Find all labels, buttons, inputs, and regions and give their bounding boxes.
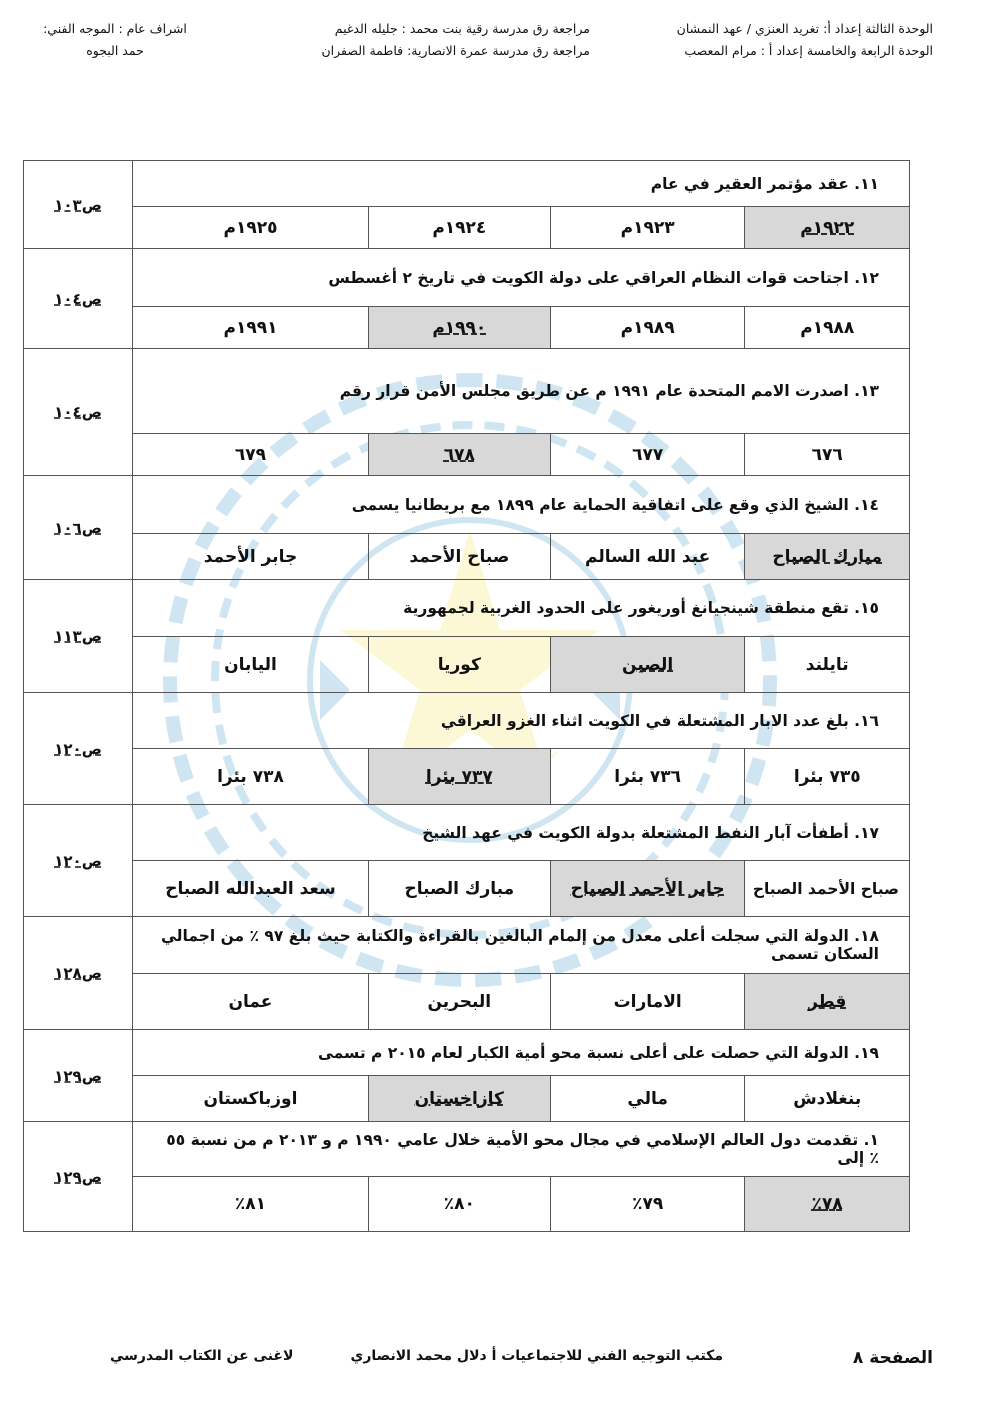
option: [745, 434, 910, 476]
page-reference: [24, 476, 133, 580]
option-label: ٦٧٧: [632, 444, 664, 465]
option-label: كوريا: [437, 654, 481, 675]
option: [550, 974, 745, 1030]
option-label: اليابان: [224, 654, 277, 675]
option-label: مالي: [627, 1088, 668, 1109]
header-supervision: [20, 18, 210, 62]
option-label: ١٩٨٩م: [620, 317, 675, 338]
option-label: ٧٩٪: [632, 1194, 664, 1214]
question-row: [24, 917, 910, 974]
option-label: جابر الأحمد الصباح: [570, 878, 725, 899]
questions-table: [23, 160, 910, 1232]
page-reference: [24, 349, 133, 476]
question-text: ١٢. اجتاحت قوات النظام العراقي على دولة الكويت في تاريخ ٢ أغسطس: [133, 249, 910, 307]
option: [368, 534, 550, 580]
question-text: ١٨. الدولة التي سجلت أعلى معدل من إلمام البالغين بالقراءة والكتابة حيث بلغ ٩٧ ٪ من اجمالي السكان تسمى: [133, 917, 910, 974]
options-row: [24, 534, 910, 580]
option: [368, 1177, 550, 1232]
option-label: بنغلادش: [793, 1088, 862, 1109]
option-label: جابر الأحمد: [203, 546, 298, 567]
option: [368, 207, 550, 249]
option-correct: [745, 534, 910, 580]
header-line: مراجعة رق مدرسة عمرة الانصارية: فاطمة الصفران: [321, 43, 590, 58]
options-row: [24, 974, 910, 1030]
question-row: [24, 693, 910, 749]
option-label: ١٩٢٤م: [432, 217, 487, 238]
question-row: [24, 249, 910, 307]
option: [745, 307, 910, 349]
page-reference-label: ص١٢٩: [54, 1167, 102, 1186]
header-line: الوحدة الثالثة إعداد أ: تغريد العنزي / عهد النمشان: [676, 21, 933, 36]
header-reviewers: [321, 18, 590, 62]
question-row: [24, 476, 910, 534]
option-label: مبارك الصباح: [404, 878, 515, 899]
page-reference: [24, 693, 133, 805]
option: [133, 637, 369, 693]
option: [550, 307, 745, 349]
page-reference: [24, 249, 133, 349]
option-label: الصين: [622, 654, 674, 675]
header-line: الوحدة الرابعة والخامسة إعداد أ : مرام المعصب: [684, 43, 933, 58]
question-text: ١٧. أطفأت آبار النفط المشتعلة بدولة الكويت في عهد الشيخ: [133, 805, 910, 861]
option: [550, 1177, 745, 1232]
page-reference-label: ص١٠٦: [54, 518, 102, 537]
option-label: كازاخستان: [414, 1088, 504, 1109]
option: [133, 749, 369, 805]
page-reference-label: ص١٠٣: [54, 195, 102, 214]
option: [745, 1076, 910, 1122]
header-preparers: [677, 18, 933, 62]
option-label: ٨١٪: [234, 1194, 267, 1214]
page-reference: [24, 161, 133, 249]
option: [550, 749, 745, 805]
header-line: مراجعة رق مدرسة رقية بنت محمد : جليله الدغيم: [334, 21, 590, 36]
option-label: عبد الله السالم: [585, 546, 711, 567]
option-correct: [368, 307, 550, 349]
question-row: [24, 1122, 910, 1177]
option: [133, 207, 369, 249]
page-reference-label: ص١٠٤: [54, 289, 102, 308]
option: [133, 534, 369, 580]
option-correct: [550, 861, 745, 917]
question-row: [24, 580, 910, 637]
options-row: [24, 861, 910, 917]
question-text: ١٣. اصدرت الامم المتحدة عام ١٩٩١ م عن طريق مجلس الأمن قرار رقم: [133, 349, 910, 434]
option: [550, 1076, 745, 1122]
page-reference: [24, 1122, 133, 1232]
office-credit: مكتب التوجيه الفني للاجتماعيات أ دلال محمد الانصاري: [350, 1348, 723, 1364]
option-label: ١٩٢٥م: [223, 217, 278, 238]
option: [133, 434, 369, 476]
options-row: [24, 1177, 910, 1232]
option-label: ٧٨٪: [811, 1194, 843, 1214]
page-reference-label: ص١٠٤: [54, 403, 102, 421]
option-label: ٦٧٨: [443, 444, 475, 465]
textbook-note: لاغنى عن الكتاب المدرسي: [110, 1348, 294, 1364]
option-label: ١٩٨٨م: [800, 317, 855, 338]
option-label: ٦٧٦: [811, 444, 843, 465]
option-label: ٨٠٪: [443, 1194, 475, 1214]
page-reference-label: ص١٢٩: [54, 1066, 102, 1085]
option-label: ١٩٩٠م: [432, 317, 487, 338]
option-correct: [368, 749, 550, 805]
option-correct: [745, 207, 910, 249]
option-label: البحرين: [427, 991, 492, 1012]
option-label: الامارات: [613, 991, 682, 1012]
question-text: ١. تقدمت دول العالم الإسلامي في مجال محو الأمية خلال عامي ١٩٩٠ م و ٢٠١٣ م من نسبة ٥٥ ٪ إلى: [133, 1122, 910, 1177]
options-row: [24, 434, 910, 476]
options-row: [24, 1076, 910, 1122]
options-row: [24, 637, 910, 693]
page-reference: [24, 580, 133, 693]
question-text: ١٤. الشيخ الذي وقع على اتفاقية الحماية عام ١٨٩٩ مع بريطانيا يسمى: [133, 476, 910, 534]
options-row: [24, 307, 910, 349]
option: [133, 307, 369, 349]
page-reference: [24, 917, 133, 1030]
option-label: اوزباكستان: [203, 1088, 298, 1109]
option-label: قطر: [808, 991, 847, 1012]
option-correct: [550, 637, 745, 693]
page-reference-label: ص١٢٠: [54, 851, 102, 870]
option-label: صباح الأحمد الصباح: [752, 879, 899, 898]
option: [133, 1076, 369, 1122]
option: [133, 861, 369, 917]
option: [550, 434, 745, 476]
option-label: ٦٧٩: [234, 444, 267, 465]
page-reference-label: ص١٢٠: [54, 739, 102, 758]
option-label: سعد العبدالله الصباح: [165, 878, 336, 899]
option-label: ٧٣٥ بئرا: [793, 766, 861, 787]
option-correct: [745, 974, 910, 1030]
options-row: [24, 207, 910, 249]
option-label: صباح الأحمد: [409, 546, 510, 567]
option-correct: [368, 434, 550, 476]
option-label: ١٩٢٢م: [800, 217, 855, 238]
page-reference-label: ص١١٣: [54, 627, 102, 645]
option: [368, 637, 550, 693]
option-label: تايلند: [805, 654, 849, 675]
option-correct: [745, 1177, 910, 1232]
option: [133, 1177, 369, 1232]
option: [368, 974, 550, 1030]
page-reference: [24, 805, 133, 917]
option-label: ٧٣٦ بئرا: [614, 766, 682, 787]
question-text: ١٩. الدولة التي حصلت على أعلى نسبة محو أمية الكبار لعام ٢٠١٥ م تسمى: [133, 1030, 910, 1076]
option: [745, 749, 910, 805]
option: [550, 207, 745, 249]
option: [745, 637, 910, 693]
option-label: ٧٣٨ بئرا: [217, 766, 284, 787]
option: [133, 974, 369, 1030]
option-label: ١٩٩١م: [223, 317, 278, 338]
option: [745, 861, 910, 917]
option-label: مبارك الصباح: [772, 546, 883, 567]
options-row: [24, 749, 910, 805]
page-reference-label: ص١٢٨: [54, 964, 102, 982]
option-label: عمان: [228, 991, 273, 1012]
question-row: [24, 1030, 910, 1076]
question-row: [24, 805, 910, 861]
option-label: ١٩٢٣م: [620, 217, 675, 238]
option-correct: [368, 1076, 550, 1122]
question-text: ١١. عقد مؤتمر العقير في عام: [133, 161, 910, 207]
question-text: ١٦. بلغ عدد الابار المشتعلة في الكويت اثناء الغزو العراقي: [133, 693, 910, 749]
header-line: اشراف عام : الموجه الفني:: [43, 21, 187, 36]
option-label: ٧٣٧ بئرا: [425, 766, 493, 787]
header-line: حمد البجوه: [86, 43, 144, 58]
question-row: [24, 161, 910, 207]
page-number: الصفحة ٨: [852, 1348, 933, 1368]
question-text: ١٥. تقع منطقة شينجيانغ أوريغور على الحدود الغربية لجمهورية: [133, 580, 910, 637]
option: [368, 861, 550, 917]
page-reference: [24, 1030, 133, 1122]
question-row: [24, 349, 910, 434]
option: [550, 534, 745, 580]
